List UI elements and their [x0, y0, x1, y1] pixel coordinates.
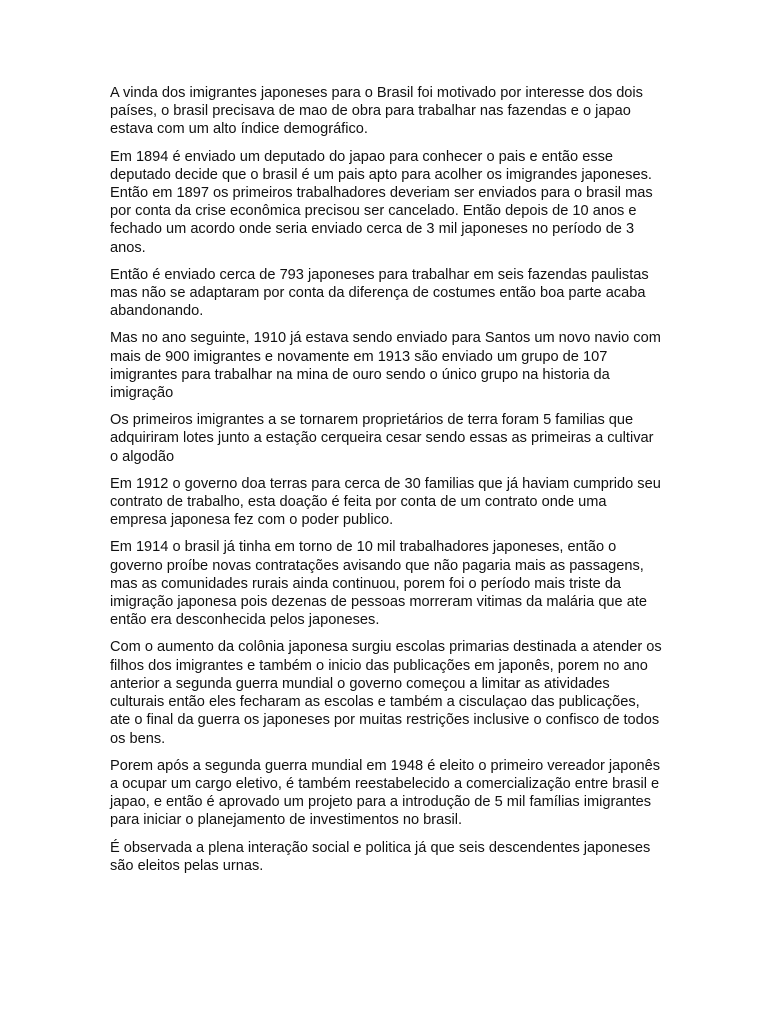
- paragraph-10: É observada a plena interação social e politica já que seis descendentes japoneses são eleitos pelas urnas.: [110, 839, 651, 874]
- paragraph-8: Com o aumento da colônia japonesa surgiu escolas primarias destinada a atender os filhos dos imigrantes e também o inicio das publicações em japonês, porem no ano anterior a segunda guerra mundial o governo começou a limitar as atividades culturais então eles fecharam as escolas e também a cisculaçao das publicações, ate o final da guerra os japoneses por muitas restrições inclusive o confisco de todos os bens.: [110, 639, 662, 747]
- paragraph-7: Em 1914 o brasil já tinha em torno de 10 mil trabalhadores japoneses, então o governo proíbe novas contratações avisando que não pagaria mais as passagens, mas as comunidades rurais ainda continuou, porem foi o período mais triste da imigração japonesa pois dezenas de pessoas morreram vitimas da malária que ate então era desconhecida pelos japoneses.: [110, 539, 648, 629]
- paragraph-1: A vinda dos imigrantes japoneses para o Brasil foi motivado por interesse dos dois países, o brasil precisava de mao de obra para trabalhar nas fazendas e o japao estava com um alto índice demográfico.: [110, 85, 643, 138]
- document-body: [110, 84, 662, 884]
- paragraph-3: Então é enviado cerca de 793 japoneses para trabalhar em seis fazendas paulistas mas não se adaptaram por conta da diferença de costumes então boa parte acaba abandonando.: [110, 266, 649, 320]
- paragraph-9: Porem após a segunda guerra mundial em 1948 é eleito o primeiro vereador japonês a ocupar um cargo eletivo, é também reestabelecido a comercialização entre brasil e japao, e então é aprovado um projeto para a introdução de 5 mil famílias imigrantes para iniciar o planejamento de investimentos no brasil.: [110, 757, 661, 829]
- paragraph-6: Em 1912 o governo doa terras para cerca de 30 familias que já haviam cumprido seu contrato de trabalho, esta doação é feita por conta de um contrato onde uma empresa japonesa fez com o poder publico.: [110, 475, 661, 529]
- paragraph-2: Em 1894 é enviado um deputado do japao para conhecer o pais e então esse deputado decide que o brasil é um pais apto para acolher os imigrandes japoneses. Então em 1897 os primeiros trabalhadores deveriam ser enviados para o brasil mas por conta da crise econômica precisou ser cancelado. Então depois de 10 anos e fechado um acordo onde seria enviado cerca de 3 mil japoneses no período de 3 anos.: [110, 148, 653, 256]
- paragraph-4: Mas no ano seguinte, 1910 já estava sendo enviado para Santos um novo navio com mais de 900 imigrantes e novamente em 1913 são enviado um grupo de 107 imigrantes para trabalhar na mina de ouro sendo o único grupo na historia da imigração: [110, 330, 661, 402]
- paragraph-5: Os primeiros imigrantes a se tornarem proprietários de terra foram 5 familias que adquiriram lotes junto a estação cerqueira cesar sendo essas as primeiras a cultivar o algodão: [110, 412, 654, 465]
